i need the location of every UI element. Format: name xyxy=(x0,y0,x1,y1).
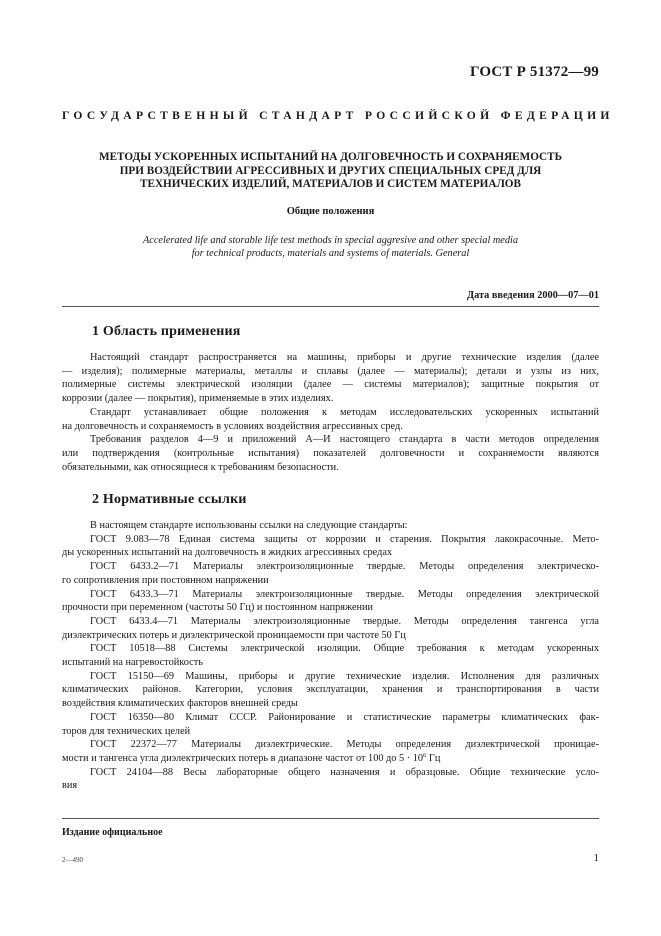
document-subtitle: Общие положения xyxy=(286,206,375,217)
text-line xyxy=(62,752,599,766)
text-line: Требования разделов 4—9 и приложений А—И настоящего стандарта в части методов определения xyxy=(90,434,599,446)
text-line: диэлектрических потерь и диэлектрической проницаемости при частоте 50 Гц xyxy=(62,629,406,641)
section-2-body xyxy=(62,519,599,793)
text-line: или подтверждения (контрольные испытания) показателей долговечности и сохраняемости являются xyxy=(62,447,599,459)
title-line: МЕТОДЫ УСКОРЕННЫХ ИСПЫТАНИЙ НА ДОЛГОВЕЧНОСТЬ И СОХРАНЯЕМОСТЬ xyxy=(99,151,562,163)
text-line: испытаний на нагревостойкость xyxy=(62,657,203,669)
text-line: ГОСТ 22372—77 Материалы диэлектрические. Методы определения диэлектрической проницае- xyxy=(90,739,599,751)
text-fragment: мости и тангенса угла диэлектрических потерь в диапазоне частот от 100 до 5 · 10 xyxy=(62,752,424,764)
text-line: ГОСТ 9.083—78 Единая система защиты от коррозии и старения. Покрытия лакокрасочные. Мето- xyxy=(90,533,599,545)
text-line: вия xyxy=(62,780,78,792)
text-fragment: Гц xyxy=(426,752,441,764)
text-line: климатических районов. Категории, условия эксплуатации, хранения и транспортирования в части xyxy=(62,684,599,696)
edition-label: Издание официальное xyxy=(62,827,163,838)
document-code: ГОСТ Р 51372—99 xyxy=(469,64,599,80)
text-line: — изделия); полимерные материалы, металлы и сплавы (далее — материалы); детали и узлы из них, xyxy=(62,365,599,377)
text-line: на долговечность и сохраняемость в условиях воздействия агрессивных сред. xyxy=(62,420,403,432)
title-line: ПРИ ВОЗДЕЙСТВИИ АГРЕССИВНЫХ И ДРУГИХ СПЕЦИАЛЬНЫХ СРЕД ДЛЯ xyxy=(119,164,542,177)
text-line: ГОСТ 16350—80 Климат СССР. Районирование и статистические параметры климатических фак- xyxy=(90,711,599,723)
document-title xyxy=(60,151,601,192)
header-divider xyxy=(62,306,599,307)
text-line: ГОСТ 6433.4—71 Материалы электроизоляционные твердые. Методы определения тангенса угла xyxy=(90,615,599,627)
text-line: го сопротивления при постоянном напряжении xyxy=(62,574,269,586)
text-line: ГОСТ 10518—88 Системы электрической изоляции. Общие требования к методам ускоренных xyxy=(90,643,599,655)
introduction-date: Дата введения 2000—07—01 xyxy=(467,290,599,301)
state-standard-heading: ГОСУДАРСТВЕННЫЙ СТАНДАРТ РОССИЙСКОЙ ФЕДЕРАЦИИ xyxy=(62,109,614,122)
text-line: прочности при переменном (частоты 50 Гц) и постоянном напряжении xyxy=(62,602,374,614)
text-line: торов для технических целей xyxy=(62,725,191,737)
section-1-body xyxy=(62,351,599,474)
section-1-heading: 1 Область применения xyxy=(92,324,241,339)
text-line: полимерные системы электрической изоляции (далее — системы материалов); защитные покрытия от xyxy=(62,379,599,391)
text-line: ГОСТ 6433.2—71 Материалы электроизоляционные твердые. Методы определения электрическо- xyxy=(90,561,599,573)
text-line: ды ускоренных испытаний на долговечность в жидких агрессивных средах xyxy=(62,547,393,559)
text-line: ГОСТ 6433.3—71 Материалы электроизоляционные твердые. Методы определения электрической xyxy=(90,588,599,600)
title-line: ТЕХНИЧЕСКИХ ИЗДЕЛИЙ, МАТЕРИАЛОВ И СИСТЕМ МАТЕРИАЛОВ xyxy=(140,178,521,190)
superscript: 6 xyxy=(423,751,427,759)
text-line: Стандарт устанавливает общие положения к методам исследовательских ускоренных испытаний xyxy=(90,406,599,418)
text-line: обязательными, как относящиеся к требованиям безопасности. xyxy=(62,461,339,473)
english-title-line: for technical products, materials and systems of materials. General xyxy=(191,248,470,259)
text-line: В настоящем стандарте использованы ссылки на следующие стандарты: xyxy=(90,520,408,531)
text-line: коррозии (далее — покрытия), применяемые в этих изделиях. xyxy=(62,393,334,405)
footer-divider xyxy=(62,818,599,819)
print-code: 2—490 xyxy=(62,856,83,864)
text-line: воздействия климатических факторов внешней среды xyxy=(62,698,298,710)
english-title-line: Accelerated life and storable life test methods in special aggresive and other special media xyxy=(142,235,519,246)
section-2-heading: 2 Нормативные ссылки xyxy=(92,492,247,507)
text-line: ГОСТ 24104—88 Весы лабораторные общего назначения и образцовые. Общие технические усло- xyxy=(90,766,599,778)
text-line: Настоящий стандарт распространяется на машины, приборы и другие технические изделия (далее xyxy=(90,352,599,363)
english-title xyxy=(60,234,601,260)
text-line: ГОСТ 15150—69 Машины, приборы и другие технические изделия. Исполнения для различных xyxy=(90,670,599,682)
page-number: 1 xyxy=(593,852,599,864)
